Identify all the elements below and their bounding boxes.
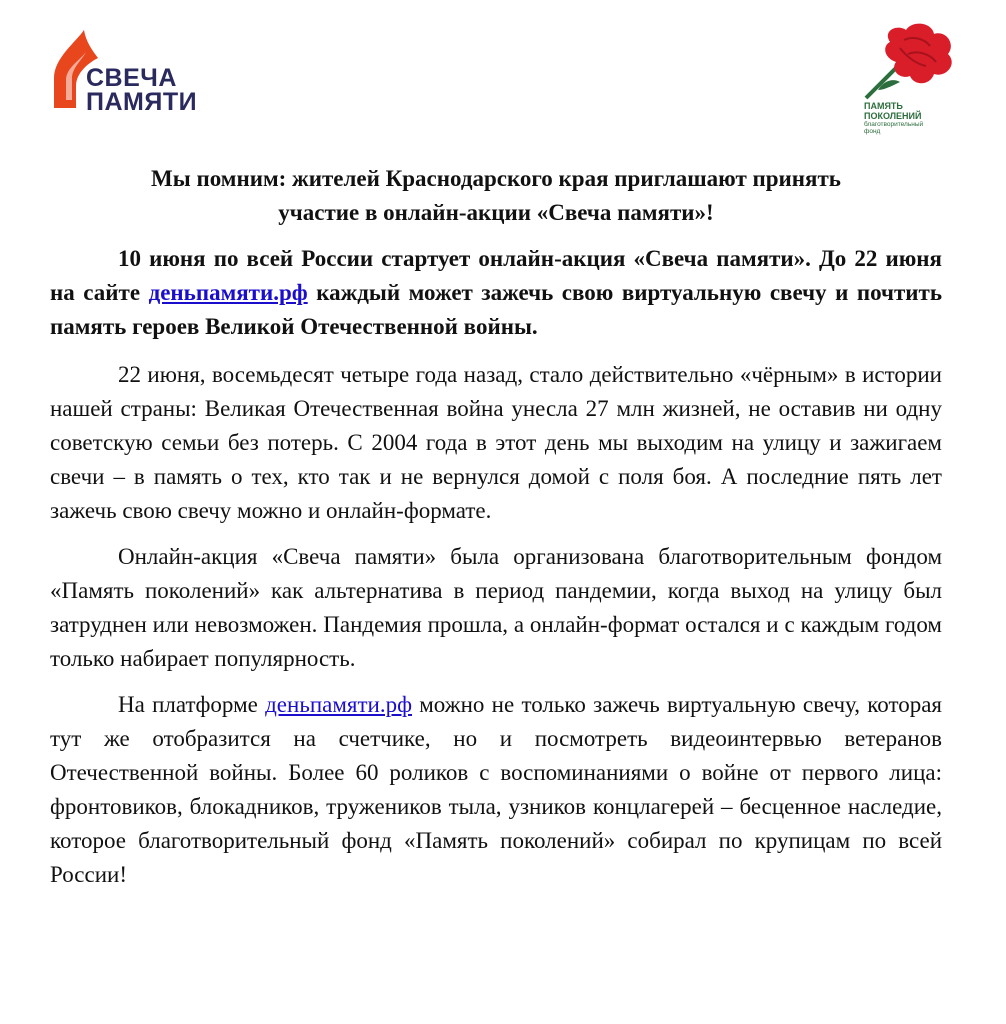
para3-text-after: можно не только зажечь виртуальную свечу, которая тут же отобразится на счетчике, но и посмотреть видеоинтервью ветеранов Отечественной войны. Более 60 роликов с воспоминаниями о войне от первого лица: фронтовиков, блокадников, тружеников тыла, узников концлагерей – бесценное наследие, которое благотворительный фонд «Память поколений» собирал по крупицам по всей России!: [50, 692, 942, 887]
carnation-flower-icon: [860, 20, 960, 102]
logo-left-line1: СВЕЧА: [86, 64, 177, 92]
logo-right-line2: ПОКОЛЕНИЙ: [864, 111, 922, 121]
lead-text-after: каждый может зажечь свою виртуальную свечу и почтить память героев Великой Отечественной войны.: [50, 280, 943, 339]
pamyat-pokoleniy-logo: [860, 20, 960, 136]
logo-right-line4: фонд: [864, 128, 881, 135]
lead-paragraph: [50, 242, 942, 344]
article-body: [50, 242, 942, 904]
page-title: [50, 162, 942, 230]
lead-link[interactable]: деньпамяти.рф: [148, 280, 308, 305]
para3-link[interactable]: деньпамяти.рф: [265, 692, 412, 717]
logo-right-line1: ПАМЯТЬ: [864, 101, 903, 111]
paragraph-2: Онлайн-акция «Свеча памяти» была организована благотворительным фондом «Память поколений» как альтернатива в период пандемии, когда выход на улицу был затруднен или невозможен. Пандемия прошла, а онлайн-формат остался и с каждым годом только набирает популярность.: [50, 544, 942, 671]
lead-text-before: 10 июня по всей России стартует онлайн-акция «Свеча памяти». До 22 июня на сайте: [50, 246, 942, 305]
title-line2: участие в онлайн-акции «Свеча памяти»!: [278, 200, 714, 225]
title-line1: Мы помним: жителей Краснодарского края приглашают принять: [151, 166, 841, 191]
logo-right-line3: благотворительный: [864, 121, 924, 128]
paragraph-1: 22 июня, восемьдесят четыре года назад, стало действительно «чёрным» в истории нашей страны: Великая Отечественная война унесла 27 млн жизней, не оставив ни одну советскую семьи без потерь. С 2004 года в этот день мы выходим на улицу и зажигаем свечи – в память о тех, кто так и не вернулся домой с поля боя. А последние пять лет зажечь свою свечу можно и онлайн-формате.: [50, 362, 942, 523]
para3-text-before: На платформе: [118, 692, 266, 717]
svecha-pamyati-logo: [46, 28, 206, 116]
logo-left-line2: ПАМЯТИ: [86, 88, 198, 116]
paragraph-3: [50, 688, 942, 892]
